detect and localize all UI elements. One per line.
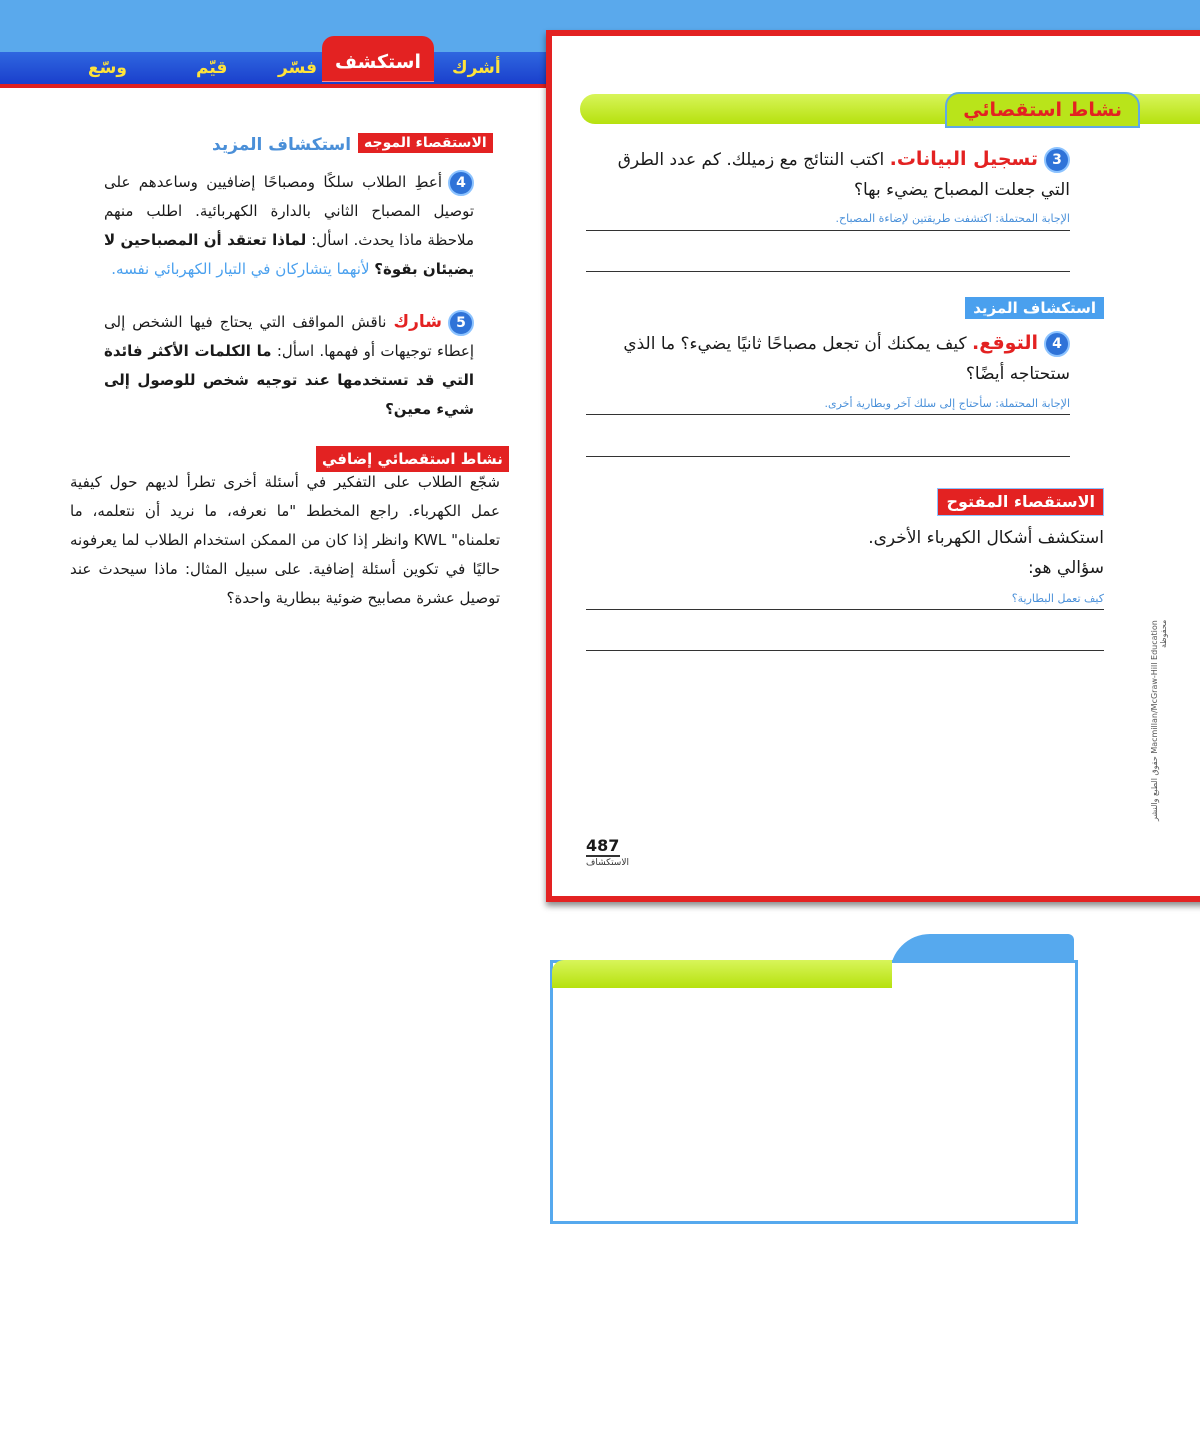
item4-answer: الإجابة المحتملة: سأحتاج إلى سلك آخر وبطارية أخرى. bbox=[824, 397, 1070, 410]
open-inquiry-banner: الاستقصاء المفتوح bbox=[937, 488, 1104, 516]
teacher-item5-text: ناقش المواقف التي يحتاج فيها الشخص إلى إعطاء توجيهات أو فهمها. اسأل: bbox=[104, 313, 474, 360]
answer-line[interactable] bbox=[586, 271, 1070, 272]
item3-answer: الإجابة المحتملة: اكتشفت طريقتين لإضاءة المصباح. bbox=[835, 212, 1070, 225]
teacher-item4-question: لماذا تعتقد أن المصباحين لا يضيئان بقوة؟ bbox=[104, 231, 474, 278]
item-number-badge: 4 bbox=[448, 170, 474, 196]
teacher-item4-answer: لأنهما يتشاركان في التيار الكهربائي نفسه. bbox=[111, 260, 370, 278]
lesson-nav-bar bbox=[0, 52, 560, 88]
panel-header-bar bbox=[580, 94, 1200, 124]
worksheet-item-3 bbox=[570, 144, 1070, 205]
explore-more-banner: استكشاف المزيد bbox=[965, 297, 1104, 319]
item-text-line1: اكتب النتائج مع زميلك. كم عدد الطرق bbox=[617, 150, 885, 170]
tab-explore-active[interactable]: استكشف bbox=[322, 36, 434, 82]
tab-explain[interactable]: فسّر bbox=[278, 58, 318, 78]
extra-activity-text: شجّع الطلاب على التفكير في أسئلة أخرى تطرأ لديهم حول كيفية عمل الكهرباء. راجع المخطط "ما نعرفه، ما نريد أن نتعلمه، ما تعلمناه" KWL وانظر إذا كان من الممكن استخدام الطلاب لما يعرفونه حاليًا في تكوين أسئلة إضافية. على سبيل المثال: ماذا سيحدث عند توصيل عشرة مصابيح ضوئية ببطارية واحدة؟ bbox=[70, 473, 500, 607]
item-text-line2: التي جعلت المصباح يضيء بها؟ bbox=[853, 180, 1070, 200]
item-text-line2: ستحتاجه أيضًا؟ bbox=[965, 364, 1070, 384]
item-keyword: التوقع. bbox=[972, 332, 1038, 354]
card-green-tab bbox=[552, 960, 892, 988]
extra-activity-banner: نشاط استقصائي إضافي bbox=[316, 446, 509, 472]
item-number-badge: 3 bbox=[1044, 147, 1070, 173]
tab-extend[interactable]: وسّع bbox=[88, 58, 127, 78]
answer-line[interactable] bbox=[586, 609, 1104, 610]
open-inquiry-text bbox=[584, 523, 1104, 583]
teacher-item-5 bbox=[104, 308, 474, 424]
answer-line[interactable] bbox=[586, 650, 1104, 651]
answer-line[interactable] bbox=[586, 456, 1070, 457]
teacher-item5-question: ما الكلمات الأكثر فائدة التي قد تستخدمها عند توجيه شخص للوصول إلى شيء معين؟ bbox=[104, 342, 474, 418]
teacher-item4-text: أعطِ الطلاب سلكًا ومصباحًا إضافيين وساعدهم على توصيل المصباح الثاني بالدارة الكهربائية. اطلب منهم ملاحظة ماذا يحدث. اسأل: bbox=[104, 173, 474, 249]
share-keyword: شارك bbox=[393, 312, 442, 332]
item-number-badge: 4 bbox=[1044, 331, 1070, 357]
item-text-line1: كيف يمكنك أن تجعل مصباحًا ثانيًا يضيء؟ ما الذي bbox=[623, 334, 967, 354]
notes-card bbox=[550, 960, 1078, 1224]
worksheet-item-4 bbox=[570, 328, 1070, 389]
item-number-badge: 5 bbox=[448, 310, 474, 336]
open-inquiry-line2: سؤالي هو: bbox=[1028, 558, 1104, 578]
copyright-vertical: Macmillan/McGraw-Hill Education حقوق الطبع والنشر محفوظة bbox=[1150, 620, 1168, 821]
item-keyword: تسجيل البيانات. bbox=[889, 148, 1038, 170]
explore-more-title: استكشاف المزيد bbox=[212, 135, 352, 155]
tab-engage[interactable]: أشرك bbox=[452, 58, 501, 78]
page-section-label: الاستكشاف bbox=[586, 858, 629, 868]
teacher-item-4 bbox=[104, 168, 474, 284]
open-inquiry-line1: استكشف أشكال الكهرباء الأخرى. bbox=[868, 528, 1104, 548]
page-number: 487 bbox=[586, 836, 620, 855]
answer-line[interactable] bbox=[586, 230, 1070, 231]
answer-line[interactable] bbox=[586, 414, 1070, 415]
tab-evaluate[interactable]: قيّم bbox=[196, 58, 228, 78]
open-inquiry-answer: كيف تعمل البطارية؟ bbox=[1011, 592, 1104, 605]
panel-header-title: نشاط استقصائي bbox=[945, 92, 1140, 128]
guided-inquiry-banner: الاستقصاء الموجه bbox=[358, 133, 493, 153]
